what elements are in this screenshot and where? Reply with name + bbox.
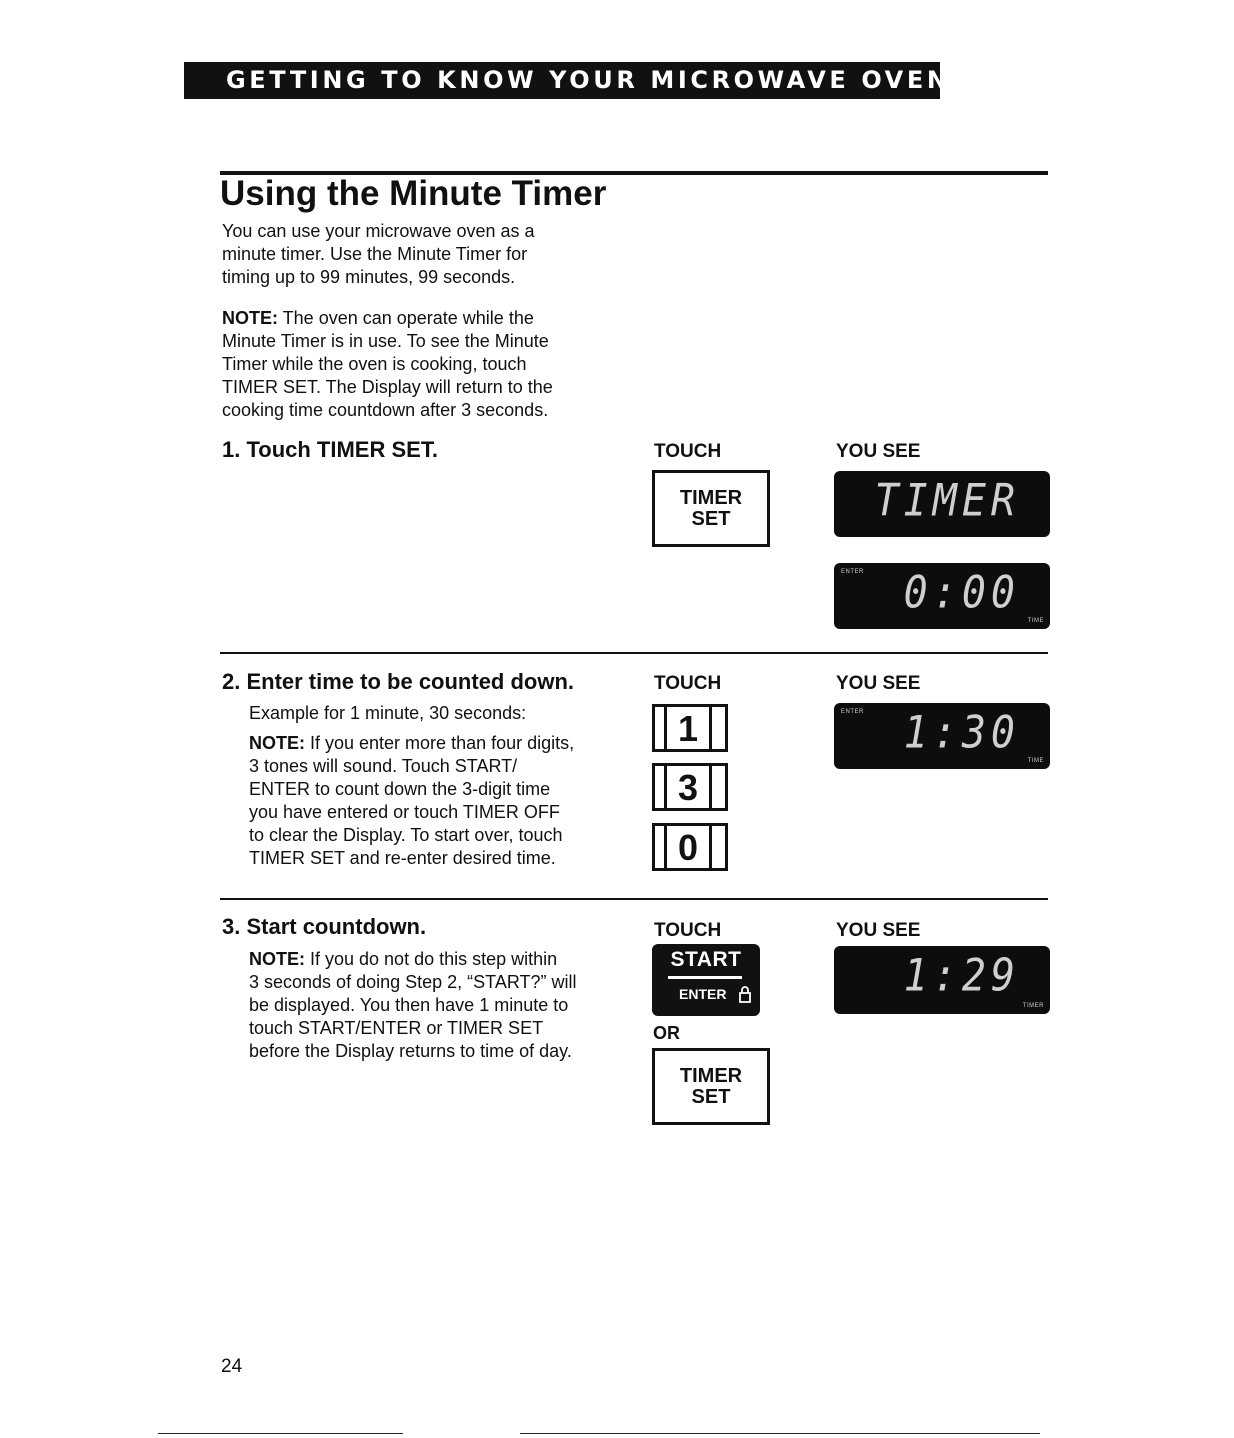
note-text: cooking time countdown after 3 seconds. [222, 400, 549, 420]
note-label: NOTE: [249, 949, 305, 969]
key-label: SET [691, 507, 731, 530]
start-enter-key [652, 944, 760, 1016]
digit-key-0 [652, 823, 728, 871]
step-3-heading: 3. Start countdown. [222, 914, 427, 939]
digit-label: 3 [664, 765, 712, 809]
display-enter-indicator: ENTER [841, 709, 864, 715]
step-3-note [249, 948, 629, 1063]
touch-label: TOUCH [654, 920, 722, 941]
page-title: Using the Minute Timer [220, 174, 607, 213]
display-readout: 1:30 [903, 707, 1020, 759]
display-timer [834, 471, 1050, 537]
you-see-label: YOU SEE [836, 920, 921, 941]
note-text: 3 tones will sound. Touch START/ [249, 756, 518, 776]
display-time-indicator: TIME [1027, 618, 1044, 624]
touch-label: TOUCH [654, 441, 722, 462]
intro-line: You can use your microwave oven as a [222, 221, 535, 241]
note-text: If you do not do this step within [305, 949, 558, 969]
step-divider [220, 898, 1048, 900]
step-2-example: Example for 1 minute, 30 seconds: [249, 703, 527, 723]
key-label: TIMER [679, 486, 743, 509]
enter-label: ENTER [679, 986, 727, 1002]
note-text: Minute Timer is in use. To see the Minute [222, 331, 549, 351]
you-see-label: YOU SEE [836, 441, 921, 462]
note-text: TIMER SET. The Display will return to the [222, 377, 553, 397]
display-readout: 1:29 [903, 950, 1020, 1002]
note-text: touch START/ENTER or TIMER SET [249, 1018, 544, 1038]
intro-line: timing up to 99 minutes, 99 seconds. [222, 267, 516, 287]
step-1-heading: 1. Touch TIMER SET. [222, 437, 438, 462]
note-text: you have entered or touch TIMER OFF [249, 802, 560, 822]
display-zero-time [834, 563, 1050, 629]
digit-label: 0 [664, 825, 712, 869]
note-text: TIMER SET and re-enter desired time. [249, 848, 556, 868]
or-label: OR [653, 1023, 680, 1043]
display-one-thirty [834, 703, 1050, 769]
digit-key-1 [652, 704, 728, 752]
footer-line [520, 1433, 1040, 1434]
display-timer-indicator: TIMER [1022, 1003, 1044, 1009]
digit-label: 1 [664, 706, 712, 750]
note-text: 3 seconds of doing Step 2, “START?” will [249, 972, 577, 992]
note-text: The oven can operate while the [278, 308, 534, 328]
display-one-twenty-nine [834, 946, 1050, 1014]
start-label: START [670, 948, 742, 971]
timer-set-key [652, 470, 770, 547]
display-readout: TIMER [874, 475, 1020, 527]
you-see-label: YOU SEE [836, 673, 921, 694]
note-text: to clear the Display. To start over, touch [249, 825, 563, 845]
step-2-note [249, 732, 629, 870]
step-2-heading: 2. Enter time to be counted down. [222, 669, 575, 694]
digit-key-3 [652, 763, 728, 811]
note-text: be displayed. You then have 1 minute to [249, 995, 569, 1015]
intro-note [222, 307, 622, 422]
lock-icon [739, 985, 751, 1003]
intro-paragraph [222, 220, 602, 289]
note-label: NOTE: [249, 733, 305, 753]
touch-label: TOUCH [654, 673, 722, 694]
step-divider [220, 652, 1048, 654]
key-label: TIMER [679, 1064, 743, 1087]
note-text: ENTER to count down the 3-digit time [249, 779, 551, 799]
display-enter-indicator: ENTER [841, 569, 864, 575]
section-banner: GETTING TO KNOW YOUR MICROWAVE OVEN [184, 62, 940, 99]
intro-line: minute timer. Use the Minute Timer for [222, 244, 528, 264]
start-underline [668, 976, 742, 979]
note-text: before the Display returns to time of day. [249, 1041, 572, 1061]
note-text: If you enter more than four digits, [305, 733, 575, 753]
footer-line [158, 1433, 403, 1434]
display-readout: 0:00 [903, 567, 1020, 619]
key-label: SET [691, 1085, 731, 1108]
timer-set-key [652, 1048, 770, 1125]
note-label: NOTE: [222, 308, 278, 328]
display-time-indicator: TIME [1027, 758, 1044, 764]
note-text: Timer while the oven is cooking, touch [222, 354, 527, 374]
page-number: 24 [221, 1356, 243, 1377]
